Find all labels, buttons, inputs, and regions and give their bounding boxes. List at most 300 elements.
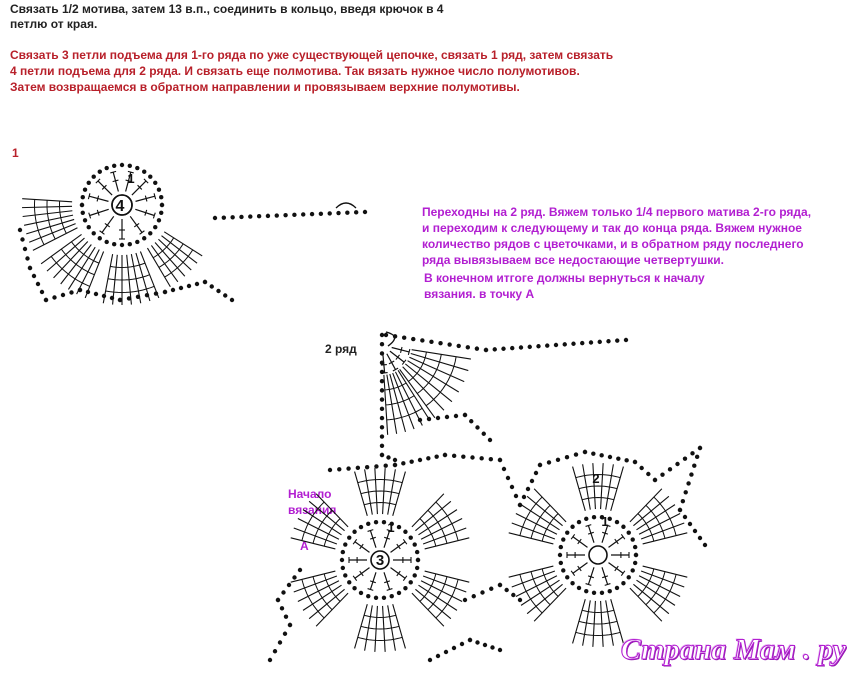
chain-stitch [556,458,560,462]
chain-stitch [570,581,574,585]
chain-stitch [390,594,394,598]
chain-stitch [275,213,279,217]
chain-stitch [559,561,563,565]
chain-stitch [292,575,296,579]
fan-crossbar [582,610,614,612]
chain-stitch [627,575,631,579]
chain-stitch [561,537,565,541]
stitch-line [400,369,435,418]
chain-stitch [397,525,401,529]
chain-stitch [319,212,323,216]
chain-stitch [447,342,451,346]
chain-stitch [490,645,494,649]
stitch-line [110,171,116,173]
stitch-line [88,193,90,199]
chain-stitch [703,543,707,547]
chain-stitch [695,455,699,459]
chain-stitch [565,530,569,534]
ring-label-top: 4 [115,198,125,215]
chain-stitch [248,214,252,218]
chain-stitch [280,606,284,610]
chain-stitch [506,476,510,480]
chain-stitch [501,347,505,351]
chain-stitch [461,454,465,458]
chain-stitch [365,465,369,469]
fan-crossbar [361,626,399,629]
stitch-line [621,571,625,576]
chain-stitch [616,456,620,460]
chain-stitch [444,650,448,654]
chain-stitch [571,342,575,346]
chain-stitch [443,453,447,457]
stitch-line [397,571,401,576]
stitch-line [381,365,387,366]
chain-stitch [584,517,588,521]
stitch-line [398,370,430,421]
fan-crossbar [364,615,396,617]
stitch-line [154,193,156,199]
intro-line-2: петлю от края. [10,17,98,31]
chain-stitch [276,598,280,602]
chain-stitch [415,550,419,554]
chain-stitch [102,294,106,298]
chain-stitch [346,466,350,470]
chain-stitch [157,187,161,191]
chain-stitch [159,195,163,199]
hook-mark [336,203,356,208]
chain-stitch [18,228,22,232]
stitch-line [355,568,370,579]
center-ring [589,546,607,564]
chain-stitch [163,290,167,294]
chain-stitch [341,550,345,554]
chain-stitch [78,288,82,292]
chain-stitch [23,247,27,251]
stitch-line [100,231,105,235]
chain-stitch [328,468,332,472]
chain-stitch [480,590,484,594]
fan-crossbar [576,632,620,635]
chain-stitch [135,166,139,170]
chain-stitch [475,346,479,350]
chain-stitch [466,345,470,349]
chain-stitch [222,215,226,219]
chain-stitch [337,467,341,471]
chain-stitch [61,293,65,297]
chain-stitch [600,591,604,595]
chain-stitch [128,164,132,168]
chain-stitch [684,490,688,494]
chain-stitch [298,568,302,572]
stitch-line [403,539,407,544]
chain-stitch [366,522,370,526]
chain-stitch [631,568,635,572]
chain-stitch [653,478,657,482]
chain-stitch [118,298,122,302]
chain-stitch [526,487,530,491]
chain-stitch [336,211,340,215]
chain-stitch [104,240,108,244]
stitch-line [33,228,78,251]
chain-stitch [608,589,612,593]
chain-stitch [621,581,625,585]
chain-stitch [686,481,690,485]
chain-stitch [112,242,116,246]
chain-stitch [213,216,217,220]
chain-stitch [489,457,493,461]
chain-stitch [359,525,363,529]
fan-crossbar [358,637,402,640]
chain-stitch [570,525,574,529]
chain-stitch [187,284,191,288]
chain-stitch [565,575,569,579]
chain-stitch [25,256,29,260]
row-mark-right-outer: 2 [592,471,600,486]
chain-stitch [452,646,456,650]
stitch-line [353,576,357,581]
stitch-line [578,539,582,544]
chain-stitch [380,425,384,429]
chain-stitch [538,463,542,467]
stitch-line [397,544,401,549]
chain-stitch [148,175,152,179]
chain-stitch [154,291,158,295]
chain-stitch [104,166,108,170]
stitch-line [391,568,406,579]
chain-stitch [591,451,595,455]
chain-stitch [615,586,619,590]
chain-stitch [120,163,124,167]
start-label-line-1: Начало [288,487,332,501]
stitch-line [609,563,624,574]
chain-stitch [484,348,488,352]
chain-stitch [689,472,693,476]
chain-stitch [510,485,514,489]
instruction-line-3: Затем возвращаемся в обратном направлении и провязываем верхние полумотивы. [10,80,520,94]
chain-stitch [445,415,449,419]
chain-stitch [409,459,413,463]
chain-stitch [639,466,643,470]
chain-stitch [153,225,157,229]
chain-stitch [98,170,102,174]
chain-stitch [583,450,587,454]
stitch-line [408,349,409,355]
chain-stitch [195,282,199,286]
chain-stitch [380,407,384,411]
ring-label-bottom: 3 [375,552,385,569]
chain-stitch [488,438,492,442]
start-label-line-2: вязания [288,503,337,517]
chain-stitch [475,425,479,429]
chain-stitch [135,240,139,244]
chain-stitch [692,464,696,468]
chain-stitch [463,598,467,602]
chain-stitch [380,453,384,457]
chain-stitch [413,573,417,577]
chain-stitch [354,210,358,214]
stitch-line [571,571,575,576]
stitch-line [387,354,396,370]
chain-stitch [278,640,282,644]
chain-stitch [347,580,351,584]
stitch-line [105,223,110,227]
row-mark-top: 1 [127,171,135,186]
chain-stitch [510,346,514,350]
chain-stitch [159,211,163,215]
stitch-line [353,539,357,544]
chain-stitch [558,553,562,557]
chain-stitch [44,298,48,302]
chain-stitch [128,242,132,246]
chain-stitch [565,455,569,459]
chain-stitch [584,589,588,593]
row-mark-right-inner: 1 [601,514,609,529]
chain-stitch [411,337,415,341]
fan-crossbar [582,498,614,500]
chain-stitch [343,542,347,546]
chain-stitch [518,598,522,602]
chain-stitch [257,214,261,218]
stitch-line [615,539,619,544]
chain-stitch [470,455,474,459]
stitch-line [621,534,625,539]
chain-stitch [627,530,631,534]
finish-note-line-1: В конечном итгоге должны вернуться к началу [424,271,705,285]
chain-stitch [273,649,277,653]
chain-stitch [545,343,549,347]
chain-stitch [210,284,214,288]
chain-stitch [511,593,515,597]
chain-stitch [402,336,406,340]
chain-stitch [403,586,407,590]
finish-note-line-2: вязания. в точку А [424,287,535,301]
chain-stitch [606,339,610,343]
stitch-line [571,534,575,539]
stitch-line [401,347,402,353]
chain-stitch [83,218,87,222]
chain-stitch [374,520,378,524]
chain-stitch [561,568,565,572]
chain-stitch [498,458,502,462]
step-one-label: 1 [12,146,19,160]
chain-stitch [498,648,502,652]
chain-stitch [380,416,384,420]
chain-stitch [120,243,124,247]
chain-stitch [310,212,314,216]
chain-stitch [230,298,234,302]
fan-crossbar [361,491,399,494]
chain-stitch [493,347,497,351]
chain-stitch [81,211,85,215]
chain-stitch [498,583,502,587]
chain-stitch [112,164,116,168]
chain-stitch [287,583,291,587]
chain-stitch [142,170,146,174]
chain-stitch [416,558,420,562]
chain-stitch [268,658,272,662]
chain-stitch [160,203,164,207]
chain-stitch [283,213,287,217]
chain-stitch [452,454,456,458]
chain-stitch [223,293,227,297]
chain-stitch [554,343,558,347]
chain-stitch [633,545,637,549]
chain-stitch [81,195,85,199]
chain-stitch [266,214,270,218]
chain-stitch [374,596,378,600]
chain-stitch [483,643,487,647]
chain-stitch [574,452,578,456]
chain-stitch [580,341,584,345]
stitch-line [382,373,388,374]
chain-stitch [646,472,650,476]
chain-stitch [519,345,523,349]
chain-stitch [436,654,440,658]
chain-stitch [382,596,386,600]
chain-stitch [693,529,697,533]
stitch-line [390,351,404,362]
stitch-line [355,542,370,553]
chain-stitch [528,345,532,349]
row-mark-bottom: 1 [387,520,395,535]
chain-stitch [110,296,114,300]
chain-stitch [502,467,506,471]
chain-stitch [598,340,602,344]
chain-stitch [460,642,464,646]
chain-stitch [148,231,152,235]
chain-stitch [683,456,687,460]
chain-stitch [380,388,384,392]
chain-stitch [380,444,384,448]
stitch-line [360,544,364,549]
fan-crossbar [165,250,193,277]
chain-stitch [32,274,36,278]
chain-stitch [352,530,356,534]
chain-stitch [356,466,360,470]
chain-stitch [366,594,370,598]
chain-stitch [413,542,417,546]
chain-stitch [475,640,479,644]
chain-stitch [386,455,390,459]
chain-stitch [230,215,234,219]
chain-stitch [340,558,344,562]
chain-stitch [380,434,384,438]
chain-stitch [403,530,407,534]
fan-crossbar [364,503,396,505]
chain-stitch [633,561,637,565]
stitch-line [130,216,142,232]
chain-stitch [457,344,461,348]
stitch-line [134,223,139,227]
chain-stitch [80,203,84,207]
chain-stitch [621,525,625,529]
stitch-line [573,563,588,574]
chain-stitch [401,461,405,465]
chain-stitch [40,290,44,294]
point-a-label: A [300,539,309,553]
chain-stitch [563,342,567,346]
chain-stitch [83,187,87,191]
chain-stitch [363,210,367,214]
chain-stitch [157,218,161,222]
chain-stitch [631,537,635,541]
chain-stitch [438,341,442,345]
chain-stitch [514,494,518,498]
chain-stitch [675,462,679,466]
chain-stitch [418,458,422,462]
chain-stitch [633,460,637,464]
chain-stitch [559,545,563,549]
chain-stitch [690,451,694,455]
fan-crossbar [153,238,174,258]
chain-stitch [352,586,356,590]
chain-stitch [577,520,581,524]
chain-stitch [384,333,388,337]
stitch-line [145,196,147,202]
stitch-line [98,181,112,195]
chain-stitch [608,455,612,459]
chain-stitch [454,414,458,418]
row-two-note-line-2: и переходим к следующему и так до конца ряда. Вяжем нужное [422,221,802,235]
fan-crossbar [579,486,617,489]
chain-stitch [429,340,433,344]
chain-stitch [428,658,432,662]
chain-stitch [136,295,140,299]
instruction-line-2: 4 петли подъема для 2 ряда. И связать еще полмотива. Так вязать нужное число полумотивов. [10,64,580,78]
chain-stitch [599,453,603,457]
chain-stitch [592,591,596,595]
chain-stitch [592,515,596,519]
chain-stitch [504,588,508,592]
chain-stitch [624,458,628,462]
chain-stitch [142,236,146,240]
stitch-line [360,571,364,576]
chain-stitch [179,286,183,290]
chain-stitch [347,535,351,539]
chain-stitch [380,333,384,337]
chain-stitch [382,520,386,524]
chain-stitch [127,296,131,300]
chain-stitch [434,454,438,458]
chain-stitch [409,580,413,584]
chain-stitch [698,446,702,450]
chain-stitch [536,344,540,348]
chain-stitch [216,289,220,293]
chain-stitch [52,295,56,299]
chain-stitch [482,432,486,436]
site-watermark: Страна Мам . ру [620,633,846,666]
chain-stitch [288,623,292,627]
chain-stitch [415,566,419,570]
chain-stitch [463,413,467,417]
chain-stitch [577,586,581,590]
chain-stitch [28,266,32,270]
chain-stitch [380,397,384,401]
chain-stitch [681,499,685,503]
chain-stitch [418,418,422,422]
stitch-line [573,537,588,548]
chain-stitch [92,231,96,235]
fan-crossbar [159,244,183,268]
chain-stitch [436,416,440,420]
chain-stitch [145,293,149,297]
chain-stitch [678,508,682,512]
chain-stitch [530,479,534,483]
chain-stitch [479,456,483,460]
stitch-line [391,542,406,553]
chain-stitch [634,553,638,557]
chain-stitch [426,456,430,460]
